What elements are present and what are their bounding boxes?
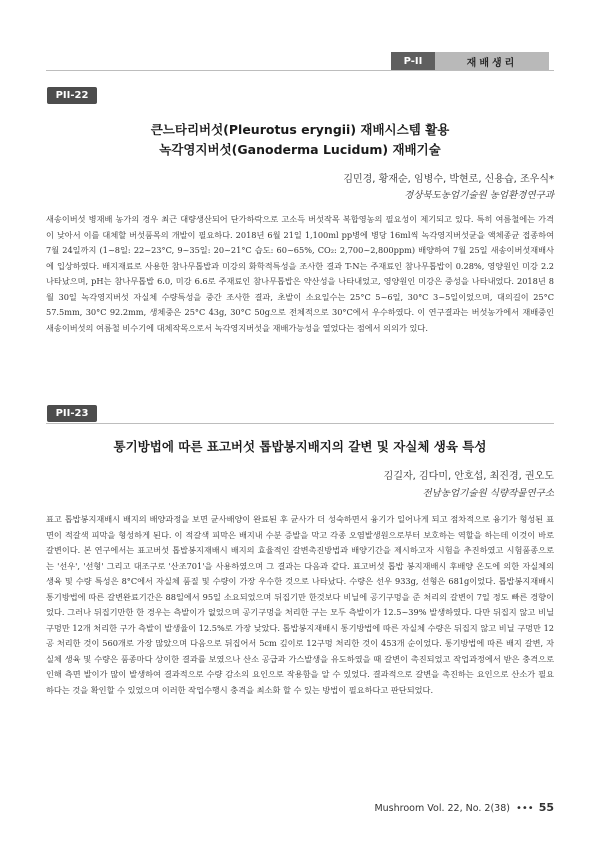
journal-citation: Mushroom Vol. 22, No. 2(38) — [374, 803, 510, 814]
paper-title-line: 통기방법에 따른 표고버섯 톱밥봉지배지의 갈변 및 자실체 생육 특성 — [113, 439, 487, 454]
paper-abstract: 표고 톱밥봉지재배시 배지의 배양과정을 보면 균사배양이 완료된 후 균사가 더 성숙하면서 융기가 일어나게 되고 점차적으로 융기가 형성된 표면이 적갈색 피막을 형성하게 된다. 이 적갈색 피막은 배지내 수분 증발을 막고 각종 오염발생원으로부터 보호하는 역할을 하는데 이것이 바로 갈변이다. 본 연구에서는 표고버섯 톱밥봉지재배시 배지의 효율적인 갈변촉진방법과 배양기간을 제시하고자 시험을 추진하였고 시험품종으로는 '선우', '선형' 그리고 대조구로 '산조701'을 사용하였으며 그 결과는 다음과 같다. 표고버섯 톱밥 봉지재배시 후배양 온도에 의한 자실체의 생육 및 수량 특성은 8°C에서 자실체 품질 및 수량이 가장 우수한 것으로 나타났다. 수량은 선우 933g, 선형은 681g이었다. 톱밥봉지재배시 통기방법에 따른 갈변완료기간은 88일에서 95일 소요되었으며 뒤집기만 한것보다 비닐에 공기구멍을 준 처리의 갈변이 7일 정도 빠른 경향이었다. 그러나 뒤집기만한 한 경우는 측발이가 없었으며 공기구멍을 처리한 구는 모두 측발이가 12.5~39% 발생하였다. 다만 뒤집지 않고 비닐 구멍만 12개 처리한 구가 측발이 발생율이 12.5%로 가장 낮았다. 톱밥봉지재배시 통기방법에 따른 자실체 수량은 뒤집지 않고 비닐 구멍만 12공 처리한 것이 560개로 가장 많았으며 다음으로 뒤집어서 5cm 깊이로 12구멍 처리한 것이 453개 순이었다. 통기방법에 따른 배지 갈변, 자실체 생육 및 수량은 품종마다 상이한 결과를 보였으나 산소 공급과 가스발생을 유도하였을 때 갈변이 촉진되었고 작업과정에서 받은 충격으로 인해 측면 발이가 많이 발생하여 결과적으로 수량 감소의 요인으로 작용함을 알 수 있었다. 결과적으로 갈변을 촉진하는 요인으로 산소가 필요하다는 것을 확인할 수 있었으며 이러한 작업수행시 충격을 최소화 할 수 있는 방법이 필요하다고 판단되었다. — [46, 514, 554, 695]
section-name: 재배생리 — [435, 52, 549, 70]
paper-authors: 김길자, 김다미, 안호섭, 최진경, 권오도 — [383, 471, 554, 482]
paper-id-badge: PII-22 — [47, 87, 97, 104]
page-footer — [374, 801, 554, 814]
paper-id-badge: PII-23 — [47, 405, 97, 422]
paper-title-line: 큰느타리버섯(Pleurotus eryngii) 재배시스템 활용 — [150, 122, 450, 137]
header-rule — [46, 70, 554, 71]
footer-dots: ••• — [515, 803, 534, 814]
paper-abstract: 새송이버섯 병재배 농가의 경우 최근 대량생산되어 단가하락으로 고소득 버섯작목 복합영농의 필요성이 제기되고 있다. 특히 여름철에는 가격이 낮아서 이를 대체할 버섯품목의 개발이 필요하다. 2018년 6월 21일 1,100ml pp병에 병당 16ml씩 녹각영지버섯균을 액체종균 접종하여 7월 24일까지 (1~8일: 22~23°C, 9~35일: 20~21°C 습도: 60~65%, CO₂: 2,700~2,800ppm) 배양하여 7월 25일 새송이버섯재배사에 입상하였다. 배지재료로 사용한 참나무톱밥과 미강의 화학적특성을 조사한 결과 T-N는 주재료인 참나무톱밥이 0.28%, 영양원인 미강 2.2 나타났으며, pH는 참나무톱밥 6.0, 미강 6.6로 주재료인 참나무톱밥은 약산성을 나타내었고, 영양원인 미강은 중성을 나타내었다. 2018년 8월 30일 녹각영지버섯 자실체 수량특성을 중간 조사한 결과, 초발이 소요일수는 25°C 5~6일, 30°C 3~5일이었으며, 대의길이 25°C 57.5mm, 30°C 92.2mm, 생체중은 25°C 43g, 30°C 50g으로 전체적으로 30°C에서 우수하였다. 이 연구결과는 버섯농가에서 재배중인 새송이버섯의 여름철 비수기에 대체작목으로서 녹각영지버섯을 재배가능성을 열었다는 점에서 의의가 있다. — [46, 214, 554, 333]
section-rule — [46, 423, 554, 424]
paper-affiliation: 경상북도농업기술원 농업환경연구과 — [404, 190, 554, 201]
page-number: 55 — [538, 801, 554, 814]
paper-title-line: 녹각영지버섯(Ganoderma Lucidum) 재배기술 — [159, 142, 441, 157]
section-tab — [391, 52, 549, 70]
section-code: P-II — [391, 52, 435, 70]
paper-title — [46, 437, 554, 457]
paper-title — [46, 120, 554, 160]
paper-affiliation: 전남농업기술원 식량작물연구소 — [422, 488, 554, 499]
paper-authors: 김민경, 황재순, 임병수, 박현로, 신용습, 조우식* — [343, 174, 554, 185]
